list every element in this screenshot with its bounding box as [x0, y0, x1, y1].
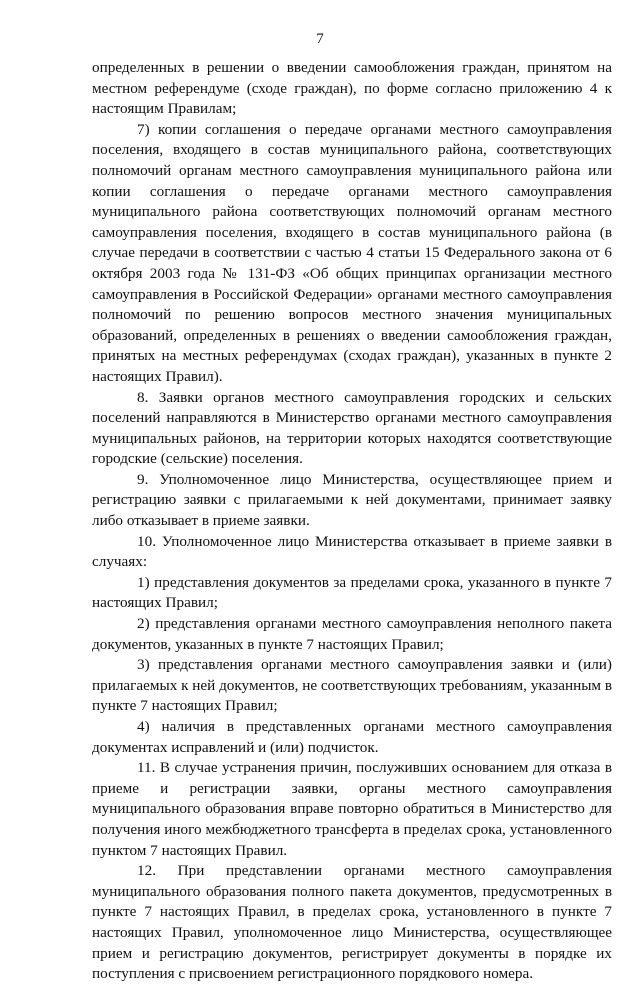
paragraph-continuation: определенных в решении о введении самообложения граждан, принятом на местном референдуме (сходе граждан), по форме согласно приложению 4 к настоящим Правилам; [92, 59, 612, 118]
paragraph-10-item-4: 4) наличия в представленных органами местного самоуправления документах исправлений и (или) подчисток. [92, 718, 612, 756]
page-number: 7 [316, 31, 324, 47]
paragraph-10-item-3: 3) представления органами местного самоуправления заявки и (или) прилагаемых к ней документов, не соответствующих требованиям, указанным в пункте 7 настоящих Правил; [92, 656, 612, 715]
paragraph-8: 8. Заявки органов местного самоуправления городских и сельских поселений направляются в Министерство органами местного самоуправления муниципальных районов, на территории которых находятся соответствующие городские (сельские) поселения. [92, 388, 612, 468]
paragraph-10-item-2: 2) представления органами местного самоуправления неполного пакета документов, указанных в пункте 7 настоящих Правил; [92, 615, 612, 653]
paragraph-11: 11. В случае устранения причин, послуживших основанием для отказа в приеме и регистрации заявки, органы местного самоуправления муниципального образования вправе повторно обратиться в Министерство для получения иного межбюджетного трансферта в пределах срока, установленного пунктом 7 настоящих Правил. [92, 759, 612, 859]
paragraph-9: 9. Уполномоченное лицо Министерства, осуществляющее прием и регистрацию заявки с прилагаемыми к ней документами, принимает заявку либо отказывает в приеме заявки. [92, 470, 612, 530]
paragraph-item-7: 7) копии соглашения о передаче органами местного самоуправления поселения, входящего в состав муниципального района, соответствующих полномочий органам местного самоуправления муниципального района или копии соглашения о передаче органами местного самоуправления муниципального района соответствующих полномочий органам местного самоуправления поселения, входящего в состав муниципального района (в случае передачи в соответствии с частью 4 статьи 15 Федерального закона от 6 октября 2003 года № 131-ФЗ «Об общих принципах организации местного самоуправления в Российской Федерации» органами местного самоуправления полномочий по решению вопросов местного значения муниципальных образований, определенных в решениях о введении самообложения граждан, принятых на местных референдумах (сходах граждан), указанных в пункте 2 настоящих Правил). [92, 120, 612, 385]
paragraph-10: 10. Уполномоченное лицо Министерства отказывает в приеме заявки в случаях: [92, 532, 612, 571]
document-body [92, 58, 612, 985]
paragraph-10-item-1: 1) представления документов за пределами срока, указанного в пункте 7 настоящих Правил; [92, 573, 612, 612]
paragraph-12: 12. При представлении органами местного самоуправления муниципального образования полного пакета документов, предусмотренных в пункте 7 настоящих Правил, в пределах срока, установленного в пункте 7 настоящих Правил, уполномоченное лицо Министерства, осуществляющее прием и регистрацию документов, регистрирует документы в порядке их поступления с присвоением регистрационного порядкового номера. [92, 862, 612, 983]
